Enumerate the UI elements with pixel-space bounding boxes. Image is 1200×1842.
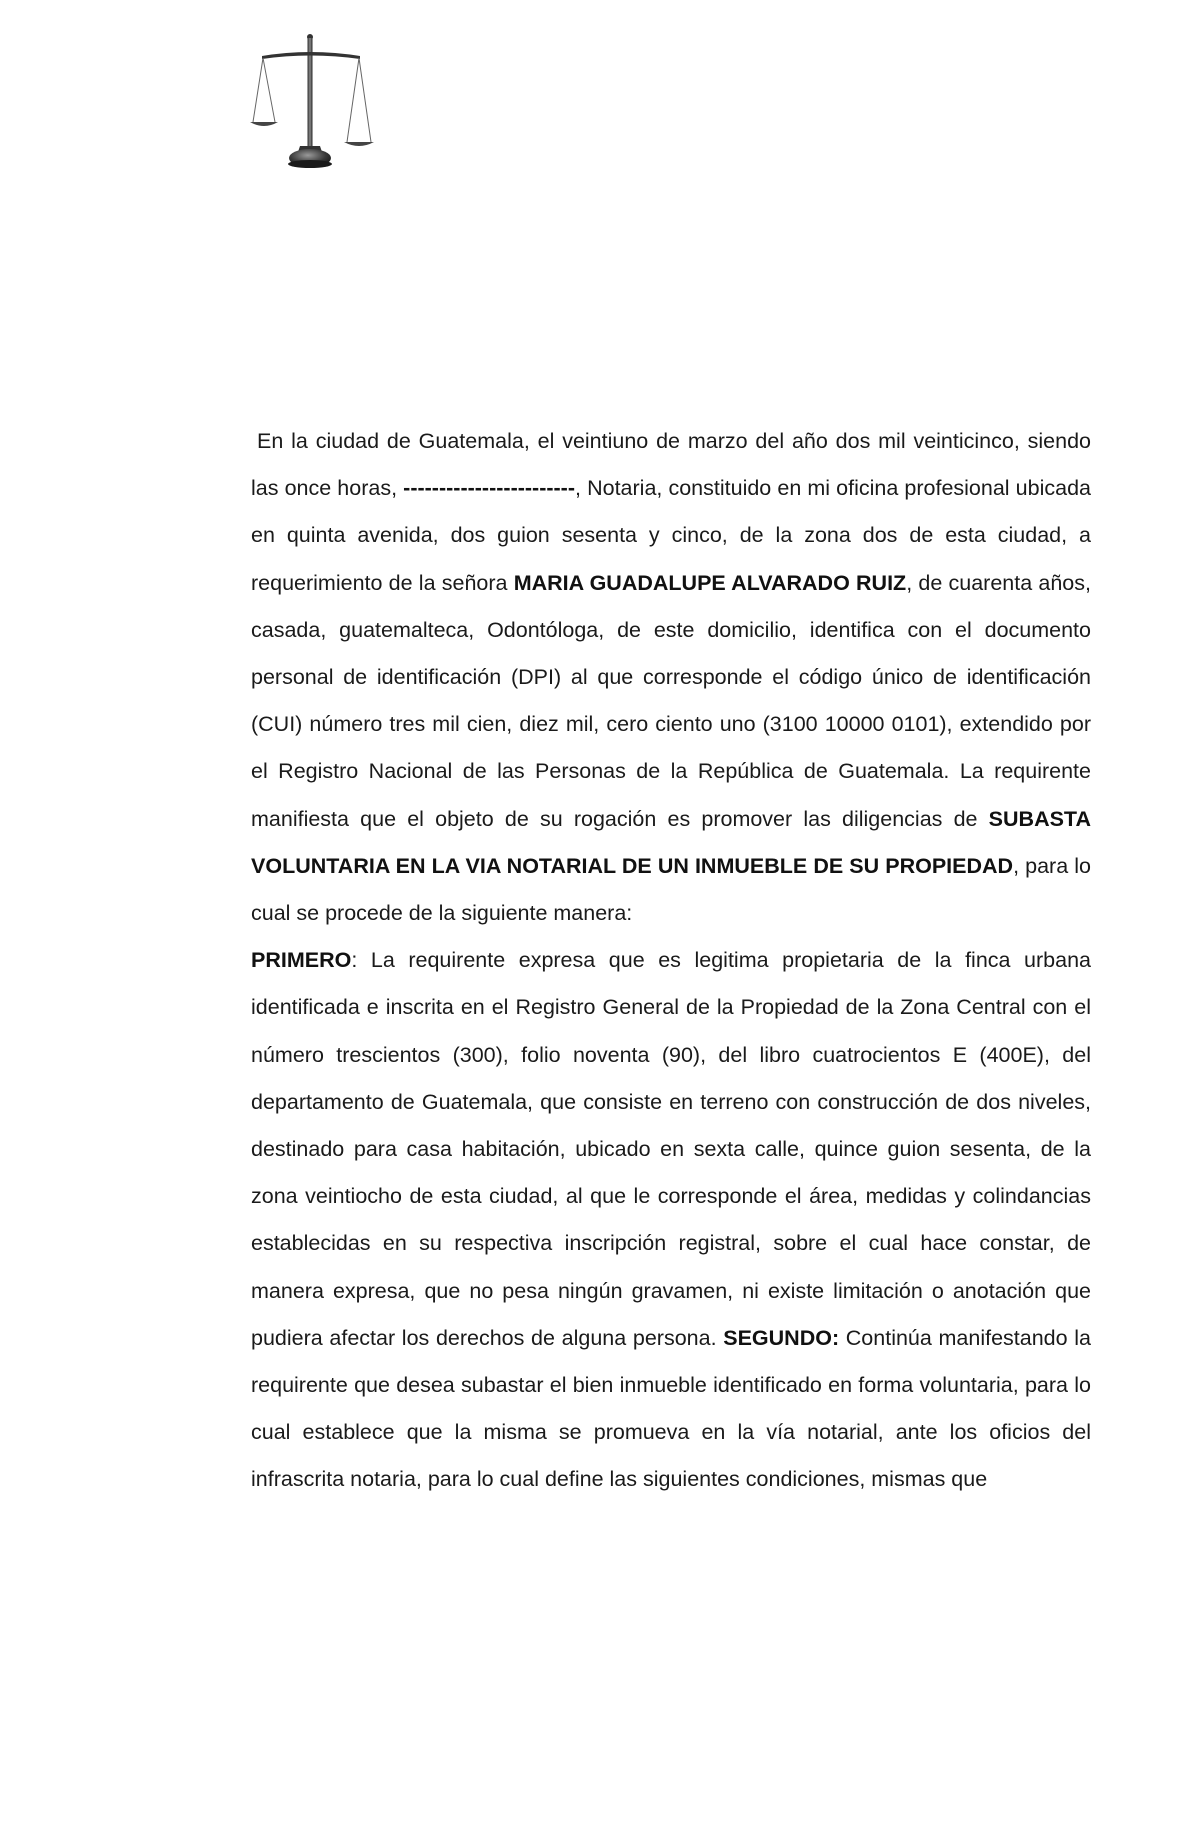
opening-text-1: En la ciudad de Guatemala, el veintiuno de marzo del año dos mil veinticinco, siendo las once horas, <box>251 429 1091 501</box>
opening-text-2: , Notaria, constituido en mi oficina profesional ubicada en quinta avenida, dos guion sesenta y cinco, de la zona dos de esta ciudad, a requerimiento de la señora <box>251 476 1091 595</box>
opening-text-4: , para lo cual se procede de la siguiente manera: <box>251 853 1092 926</box>
clause-primero-label: PRIMERO <box>251 948 352 973</box>
opening-text-3: , de cuarenta años, casada, guatemalteca, Odontóloga, de este domicilio, identifica con el documento personal de identificación (DPI) al que corresponde el código único de identificación (CUI) número tres mil cien, diez mil, cero ciento uno (3100 10000 0101), extendido por el Registro Nacional de las Personas de la República de Guatemala. La requirente manifiesta que el objeto de su rogación es promover las diligencias de <box>251 570 1091 831</box>
paragraph-opening <box>251 418 1091 937</box>
clause-primero-text: : La requirente expresa que es legitima propietaria de la finca urbana identificada e inscrita en el Registro General de la Propiedad de la Zona Central con el número trescientos (300), folio noventa (90), del libro cuatrocientos E (400E), del departamento de Guatemala, que consiste en terreno con construcción de dos niveles, destinado para casa habitación, ubicado en sexta calle, quince guion sesenta, de la zona veintiocho de esta ciudad, al que le corresponde el área, medidas y colindancias establecidas en su respectiva inscripción registral, sobre el cual hace constar, de manera expresa, que no pesa ningún gravamen, ni existe limitación o anotación que pudiera afectar los derechos de alguna persona. <box>251 948 1091 1350</box>
paragraph-clauses <box>251 937 1091 1503</box>
clause-segundo-label: SEGUNDO: <box>723 1325 840 1350</box>
client-name: MARIA GUADALUPE ALVARADO RUIZ <box>513 570 907 595</box>
procedure-subject: SUBASTA VOLUNTARIA EN LA VIA NOTARIAL DE UN INMUEBLE DE SU PROPIEDAD <box>251 806 1091 878</box>
scales-of-justice-icon <box>248 30 378 170</box>
notarial-act-body <box>251 418 1091 1504</box>
clause-segundo-text: Continúa manifestando la requirente que desea subastar el bien inmueble identificado en forma voluntaria, para lo cual establece que la misma se promueva en la vía notarial, ante los oficios del infrascrita notaria, para lo cual define las siguientes condiciones, mismas que <box>251 1325 1092 1492</box>
blank-dashes: ------------------------ <box>403 476 576 501</box>
